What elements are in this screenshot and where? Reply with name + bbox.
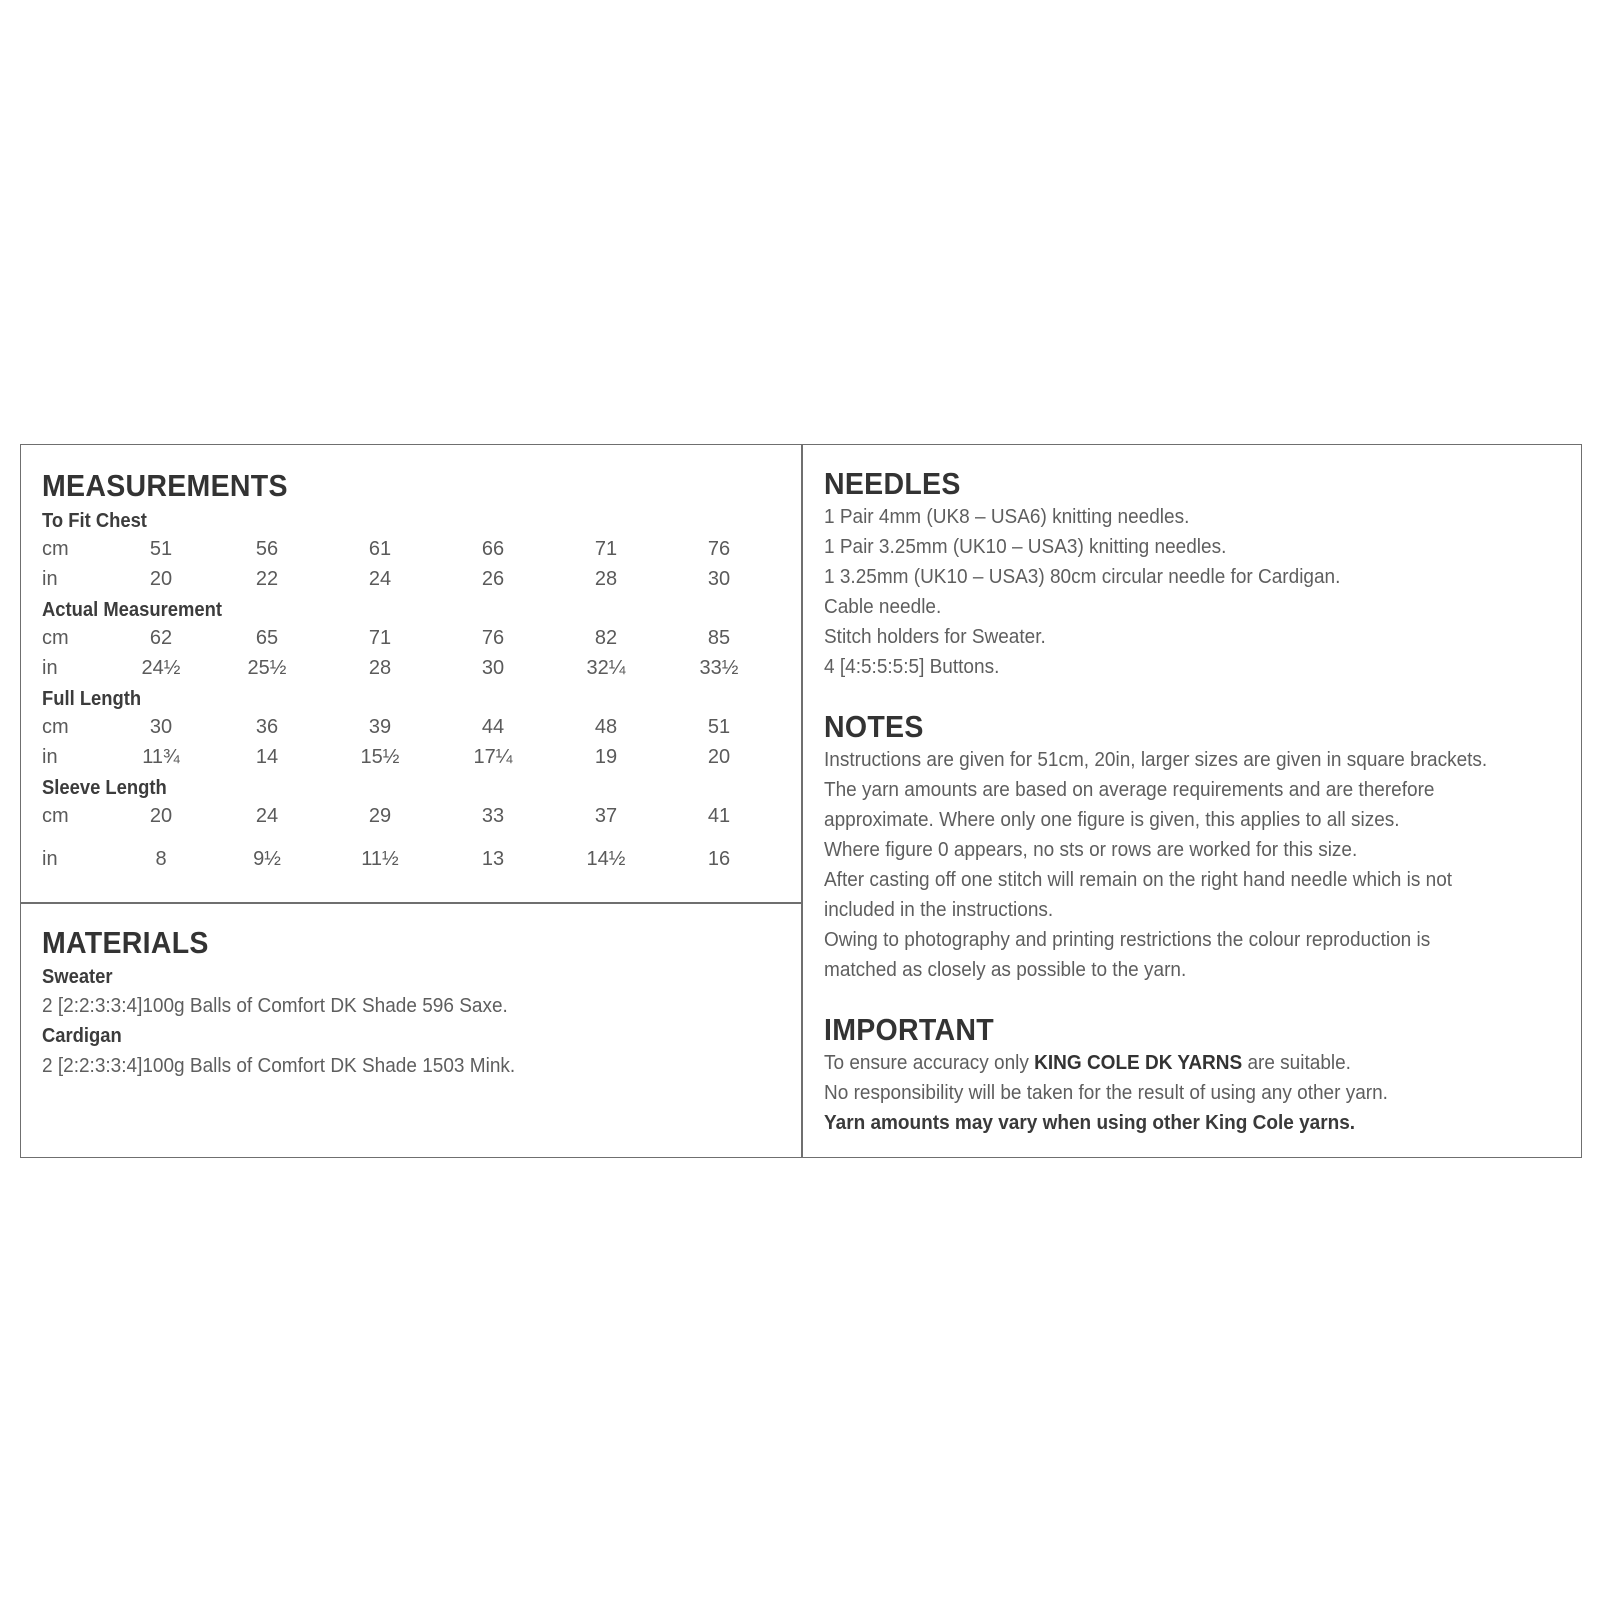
measurement-row [42,716,762,742]
measurement-value: 48 [594,716,618,738]
unit-label: cm [42,627,69,649]
measurement-value: 25½ [247,657,287,679]
needles-line: Cable needle. [824,596,942,618]
measurement-value: 76 [707,538,731,560]
measurement-value: 39 [368,716,392,738]
measurement-value: 44 [481,716,505,738]
measurement-value: 71 [594,538,618,560]
unit-label: cm [42,716,69,738]
measurement-value: 24 [368,568,392,590]
measurement-value: 76 [481,627,505,649]
measurement-value: 56 [255,538,279,560]
measurement-value: 24 [255,805,279,827]
measurement-value: 22 [255,568,279,590]
notes-line: After casting off one stitch will remain on the right hand needle which is not [824,869,1453,891]
measurement-value: 51 [149,538,173,560]
measurement-value: 82 [594,627,618,649]
sweater-label: Sweater [42,966,113,988]
measurement-value: 28 [594,568,618,590]
measurement-value: 41 [707,805,731,827]
measurement-value: 29 [368,805,392,827]
measurement-value: 20 [707,746,731,768]
important-suffix: are suitable. [1242,1052,1351,1074]
measurement-row [42,746,762,772]
measurement-value: 36 [255,716,279,738]
measurement-value: 33 [481,805,505,827]
measurement-value: 26 [481,568,505,590]
sweater-materials: 2 [2:2:3:3:4]100g Balls of Comfort DK Shade 596 Saxe. [42,995,508,1017]
measurement-value: 30 [707,568,731,590]
measurement-group-label: To Fit Chest [42,510,147,532]
unit-label: in [42,568,58,590]
measurement-value: 16 [707,848,731,870]
notes-line: matched as closely as possible to the yarn. [824,959,1187,981]
important-line-2: No responsibility will be taken for the result of using any other yarn. [824,1082,1388,1104]
unit-label: in [42,657,58,679]
notes-heading: NOTES [824,709,924,744]
needles-line: 4 [4:5:5:5:5] Buttons. [824,656,1000,678]
measurement-row [42,538,762,564]
measurement-value: 30 [149,716,173,738]
measurement-value: 11½ [361,848,399,870]
measurement-value: 28 [368,657,392,679]
measurement-value: 65 [255,627,279,649]
measurement-value: 30 [481,657,505,679]
unit-label: cm [42,538,69,560]
measurement-value: 14½ [586,848,626,870]
brand-name: KING COLE DK YARNS [1034,1052,1243,1074]
needles-line: 1 Pair 3.25mm (UK10 – USA3) knitting needles. [824,536,1227,558]
measurement-value: 62 [149,627,173,649]
measurement-value: 33½ [699,657,739,679]
measurement-group-label: Actual Measurement [42,599,222,621]
notes-line: Where figure 0 appears, no sts or rows are worked for this size. [824,839,1358,861]
measurement-value: 20 [149,568,173,590]
section-divider [20,902,802,904]
measurement-value: 20 [149,805,173,827]
column-divider [801,444,803,1158]
measurement-value: 11¾ [142,746,180,768]
measurement-row [42,627,762,653]
measurement-value: 24½ [141,657,181,679]
measurements-heading: MEASUREMENTS [42,468,288,503]
important-line-1 [824,1052,1351,1075]
measurement-value: 14 [255,746,279,768]
measurement-row [42,848,762,874]
measurement-value: 9½ [253,848,281,870]
measurement-value: 71 [368,627,392,649]
cardigan-materials: 2 [2:2:3:3:4]100g Balls of Comfort DK Shade 1503 Mink. [42,1055,516,1077]
needles-heading: NEEDLES [824,466,961,501]
measurement-value: 15½ [360,746,400,768]
measurement-group-label: Full Length [42,688,142,710]
notes-line: The yarn amounts are based on average requirements and are therefore [824,779,1435,801]
needles-line: 1 3.25mm (UK10 – USA3) 80cm circular needle for Cardigan. [824,566,1341,588]
measurement-row [42,657,762,683]
unit-label: cm [42,805,69,827]
measurement-value: 51 [707,716,731,738]
unit-label: in [42,746,58,768]
important-heading: IMPORTANT [824,1012,994,1047]
notes-line: Owing to photography and printing restrictions the colour reproduction is [824,929,1431,951]
needles-line: Stitch holders for Sweater. [824,626,1046,648]
measurement-group-label: Sleeve Length [42,777,167,799]
measurement-value: 61 [368,538,392,560]
important-line-3: Yarn amounts may vary when using other King Cole yarns. [824,1112,1356,1134]
needles-line: 1 Pair 4mm (UK8 – USA6) knitting needles. [824,506,1190,528]
measurement-value: 13 [481,848,505,870]
measurement-value: 19 [594,746,618,768]
materials-heading: MATERIALS [42,925,209,960]
cardigan-label: Cardigan [42,1025,122,1047]
measurement-row [42,805,762,831]
notes-line: approximate. Where only one figure is given, this applies to all sizes. [824,809,1400,831]
notes-line: included in the instructions. [824,899,1054,921]
measurement-value: 8 [155,848,167,870]
measurement-value: 66 [481,538,505,560]
notes-line: Instructions are given for 51cm, 20in, larger sizes are given in square brackets. [824,749,1488,771]
unit-label: in [42,848,58,870]
measurement-row [42,568,762,594]
measurement-value: 85 [707,627,731,649]
measurement-value: 17¼ [473,746,513,768]
measurement-value: 32¼ [586,657,626,679]
important-prefix: To ensure accuracy only [824,1052,1035,1074]
measurement-value: 37 [594,805,618,827]
